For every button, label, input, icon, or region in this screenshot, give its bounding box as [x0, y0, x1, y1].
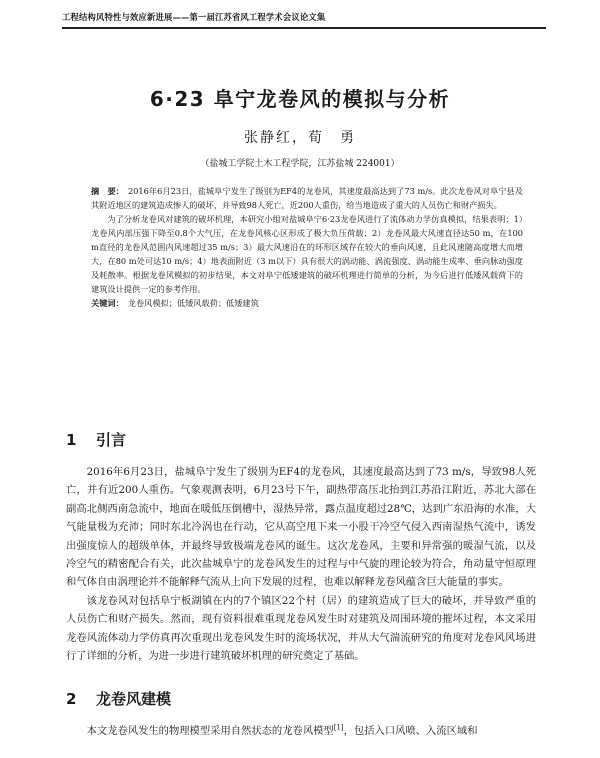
- header-rule: [62, 27, 546, 29]
- section-2-body: [66, 722, 536, 740]
- body-text-end: ，包括入口风喷、入流区域和: [343, 725, 478, 737]
- abstract-text-1: 2016年6月23日，盐城阜宁发生了级别为EF4的龙卷风，其速度最高达到了73 m/s。此次龙卷风对阜宁县及其附近地区的建筑造成惨人的破坏，并导致98人死亡，近200人重伤，给当地造成了重大的人员伤亡和财产损失。: [91, 186, 523, 210]
- authors: 张静红，荀 勇: [244, 130, 356, 146]
- keywords-label: 关键词：: [91, 298, 124, 308]
- body-paragraph: [66, 722, 536, 740]
- running-header: 工程结构风特性与效应新进展——第一届江苏省风工程学术会议论文集: [62, 12, 326, 22]
- section-1-body: [66, 463, 536, 665]
- section-number: 2: [66, 690, 77, 708]
- body-paragraph: 2016年6月23日，盐城阜宁发生了级别为EF4的龙卷风，其速度最高达到了73 m/s，导致98人死亡，并有近200人重伤。气象观测表明，6月23号下午，副热带高压北抬到江苏沿江附近，苏北大部在副高北侧西南急流中，地面在暖低压倒槽中，湿热异常，露点温度超过28℃，达到广东沿海的水准，大气能量极为充沛；同时东北冷涡也在行动，它从高空甩下来一小股干冷空气侵入西南湿热气流中，诱发出强度惊人的超级单体，并最终导致极端龙卷风的诞生。这次龙卷风，主要和异常强的暖湿气流，以及冷空气的精密配合有关，此次盐城阜宁的龙卷风发生的过程与中气旋的理论较为符合，角动量守恒原理和气体自由涡理论并不能解释气流从上向下发展的过程，也难以解释龙卷风蕴含巨大能量的事实。: [66, 466, 536, 589]
- body-paragraph: 该龙卷风对包括阜宁板湖镇在内的7个镇区22个村（居）的建筑造成了巨大的破坏，并导致严重的人员伤亡和财产损失。然而，现有资料很难重现龙卷风发生时对建筑及周围环境的摧坏过程，本文采用龙卷风流体动力学仿真再次重现出龙卷风发生时的流场状况，并从大气湍流研究的角度对龙卷风风场进行了详细的分析，为进一步进行建筑破坏机理的研究奠定了基础。: [66, 594, 536, 663]
- abstract-paragraph: [91, 184, 523, 212]
- abstract: [91, 184, 523, 310]
- section-1-heading: [66, 429, 126, 450]
- body-text-start: 本文龙卷风发生的物理模型采用自然状态的龙卷风模型: [86, 725, 334, 737]
- citation[interactable]: [1]: [333, 723, 344, 732]
- abstract-text-2: 为了分析龙卷风对建筑的破坏机理，本研究小组对盐城阜宁6·23龙卷风进行了流体动力学仿真模拟，结果表明：1）龙卷风内部压强下降至0.8个大气压，在龙卷风核心区形成了极大负压荷载；2）龙卷风最大风速直径达50 m，在100 m直径的龙卷风范围内风速超过35 m/s；3）最大风速沿在的环形区域存在较大的垂向风速，且此风速随高度增大而增大，在80 m处可达10 m/s；4）地表面附近（3 m以下）具有很大的涡动能、涡流强度、涡动能生成率、垂向脉动强度及耗散率。根据龙卷风模拟的初步结果，本文对阜宁低矮建筑的破坏机理进行简单的分析，为今后进行低矮风载荷下的建筑设计提供一定的参考作用。: [91, 214, 523, 294]
- abstract-paragraph: [91, 212, 523, 296]
- section-2-heading: [66, 688, 171, 709]
- section-number: 1: [66, 431, 77, 449]
- keywords: 龙卷风模拟；低矮风载荷；低矮建筑: [127, 298, 259, 308]
- affiliation: （盐城工学院土木工程学院，江苏盐城 224001）: [200, 159, 400, 169]
- section-title: 龙卷风建模: [96, 690, 172, 708]
- keywords-line: [91, 296, 523, 310]
- paper-title: 6·23 阜宁龙卷风的模拟与分析: [149, 87, 451, 111]
- section-title: 引言: [96, 431, 127, 449]
- abstract-label: 摘 要：: [91, 186, 125, 196]
